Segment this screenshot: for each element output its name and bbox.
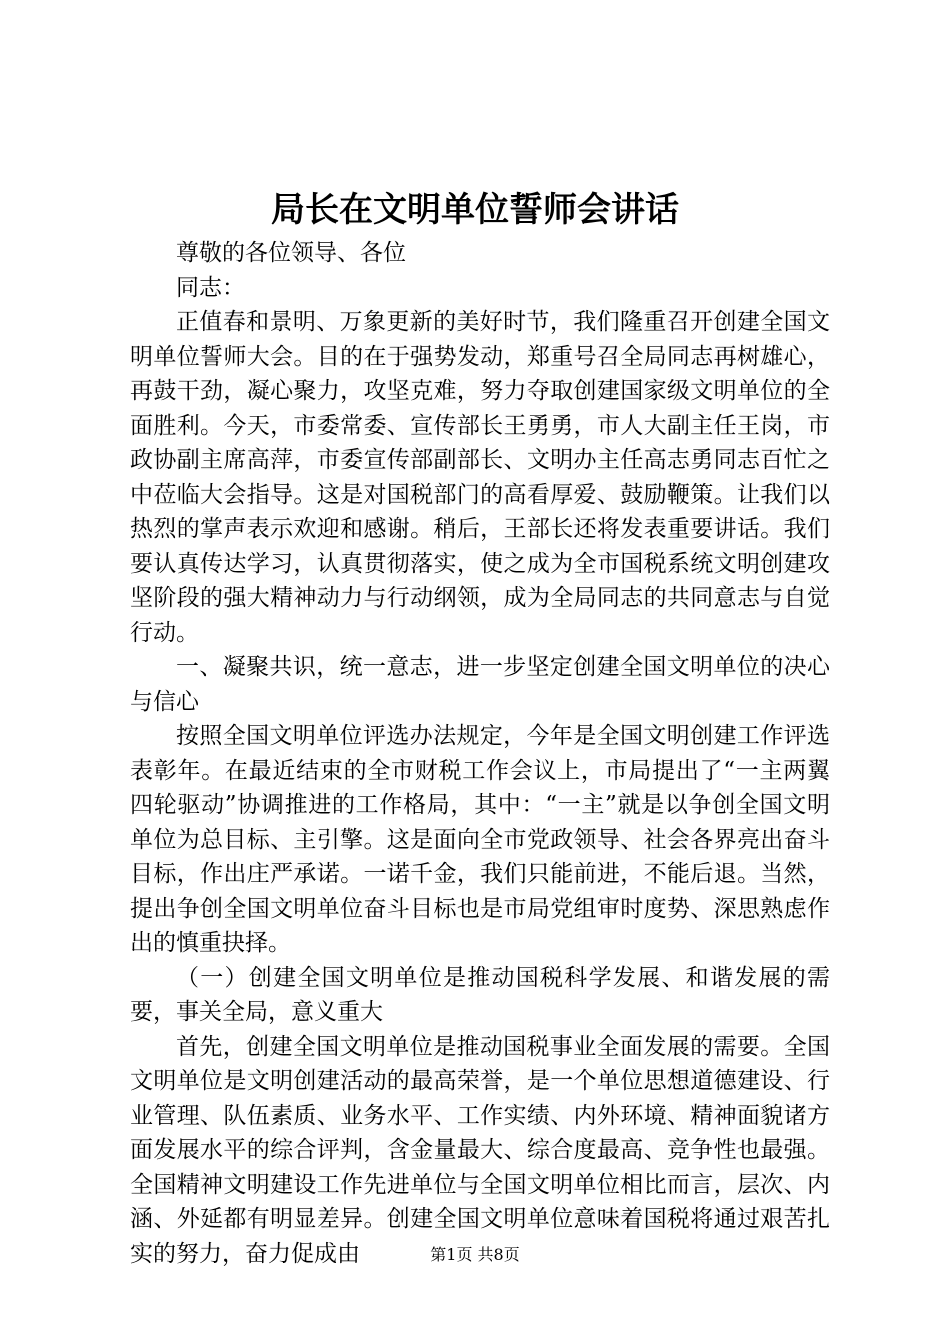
section-heading: 一、凝聚共识，统一意志，进一步坚定创建全国文明单位的决心与信心	[130, 654, 830, 715]
page-title: 局长在文明单位誓师会讲话	[271, 190, 679, 230]
paragraph: 正值春和景明、万象更新的美好时节，我们隆重召开创建全国文明单位誓师大会。目的在于强势发动，郑重号召全局同志再树雄心，再鼓干劲，凝心聚力，攻坚克难，努力夺取创建国家级文明单位的全面胜利。今天，市委常委、宣传部长王勇勇，市人大副主任王岗，市政协副主席高萍，市委宣传部副部长、文明办主任高志勇同志百忙之中莅临大会指导。这是对国税部门的高看厚爱、鼓励鞭策。让我们以热烈的掌声表示欢迎和感谢。稍后，王部长还将发表重要讲话。我们要认真传达学习，认真贯彻落实，使之成为全市国税系统文明创建攻坚阶段的强大精神动力与行动纲领，成为全局同志的共同意志与自觉行动。	[130, 309, 830, 646]
paragraph: 首先，创建全国文明单位是推动国税事业全面发展的需要。全国文明单位是文明创建活动的最高荣誉，是一个单位思想道德建设、行业管理、队伍素质、业务水平、工作实绩、内外环境、精神面貌诸方面发展水平的综合评判，含金量最大、综合度最高、竞争性也最强。全国精神文明建设工作先进单位与全国文明单位相比而言，层次、内涵、外延都有明显差异。创建全国文明单位意味着国税将通过艰苦扎实的努力，奋力促成由	[130, 1033, 830, 1267]
salutation-line: 同志：	[176, 274, 245, 301]
document-body	[130, 236, 830, 1271]
paragraph: 按照全国文明单位评选办法规定，今年是全国文明创建工作评选表彰年。在最近结束的全市财税工作会议上，市局提出了“一主两翼四轮驱动”协调推进的工作格局，其中：“一主”就是以争创全国文明单位为总目标、主引擎。这是面向全市党政领导、社会各界亮出奋斗目标，作出庄严承诺。一诺千金，我们只能前进，不能后退。当然，提出争创全国文明单位奋斗目标也是市局党组审时度势、深思熟虑作出的慎重抉择。	[130, 723, 830, 956]
salutation-line: 尊敬的各位领导、各位	[176, 240, 406, 266]
subsection-heading: （一）创建全国文明单位是推动国税科学发展、和谐发展的需要，事关全局，意义重大	[130, 964, 830, 1025]
page-footer: 第1页 共8页	[430, 1245, 520, 1264]
